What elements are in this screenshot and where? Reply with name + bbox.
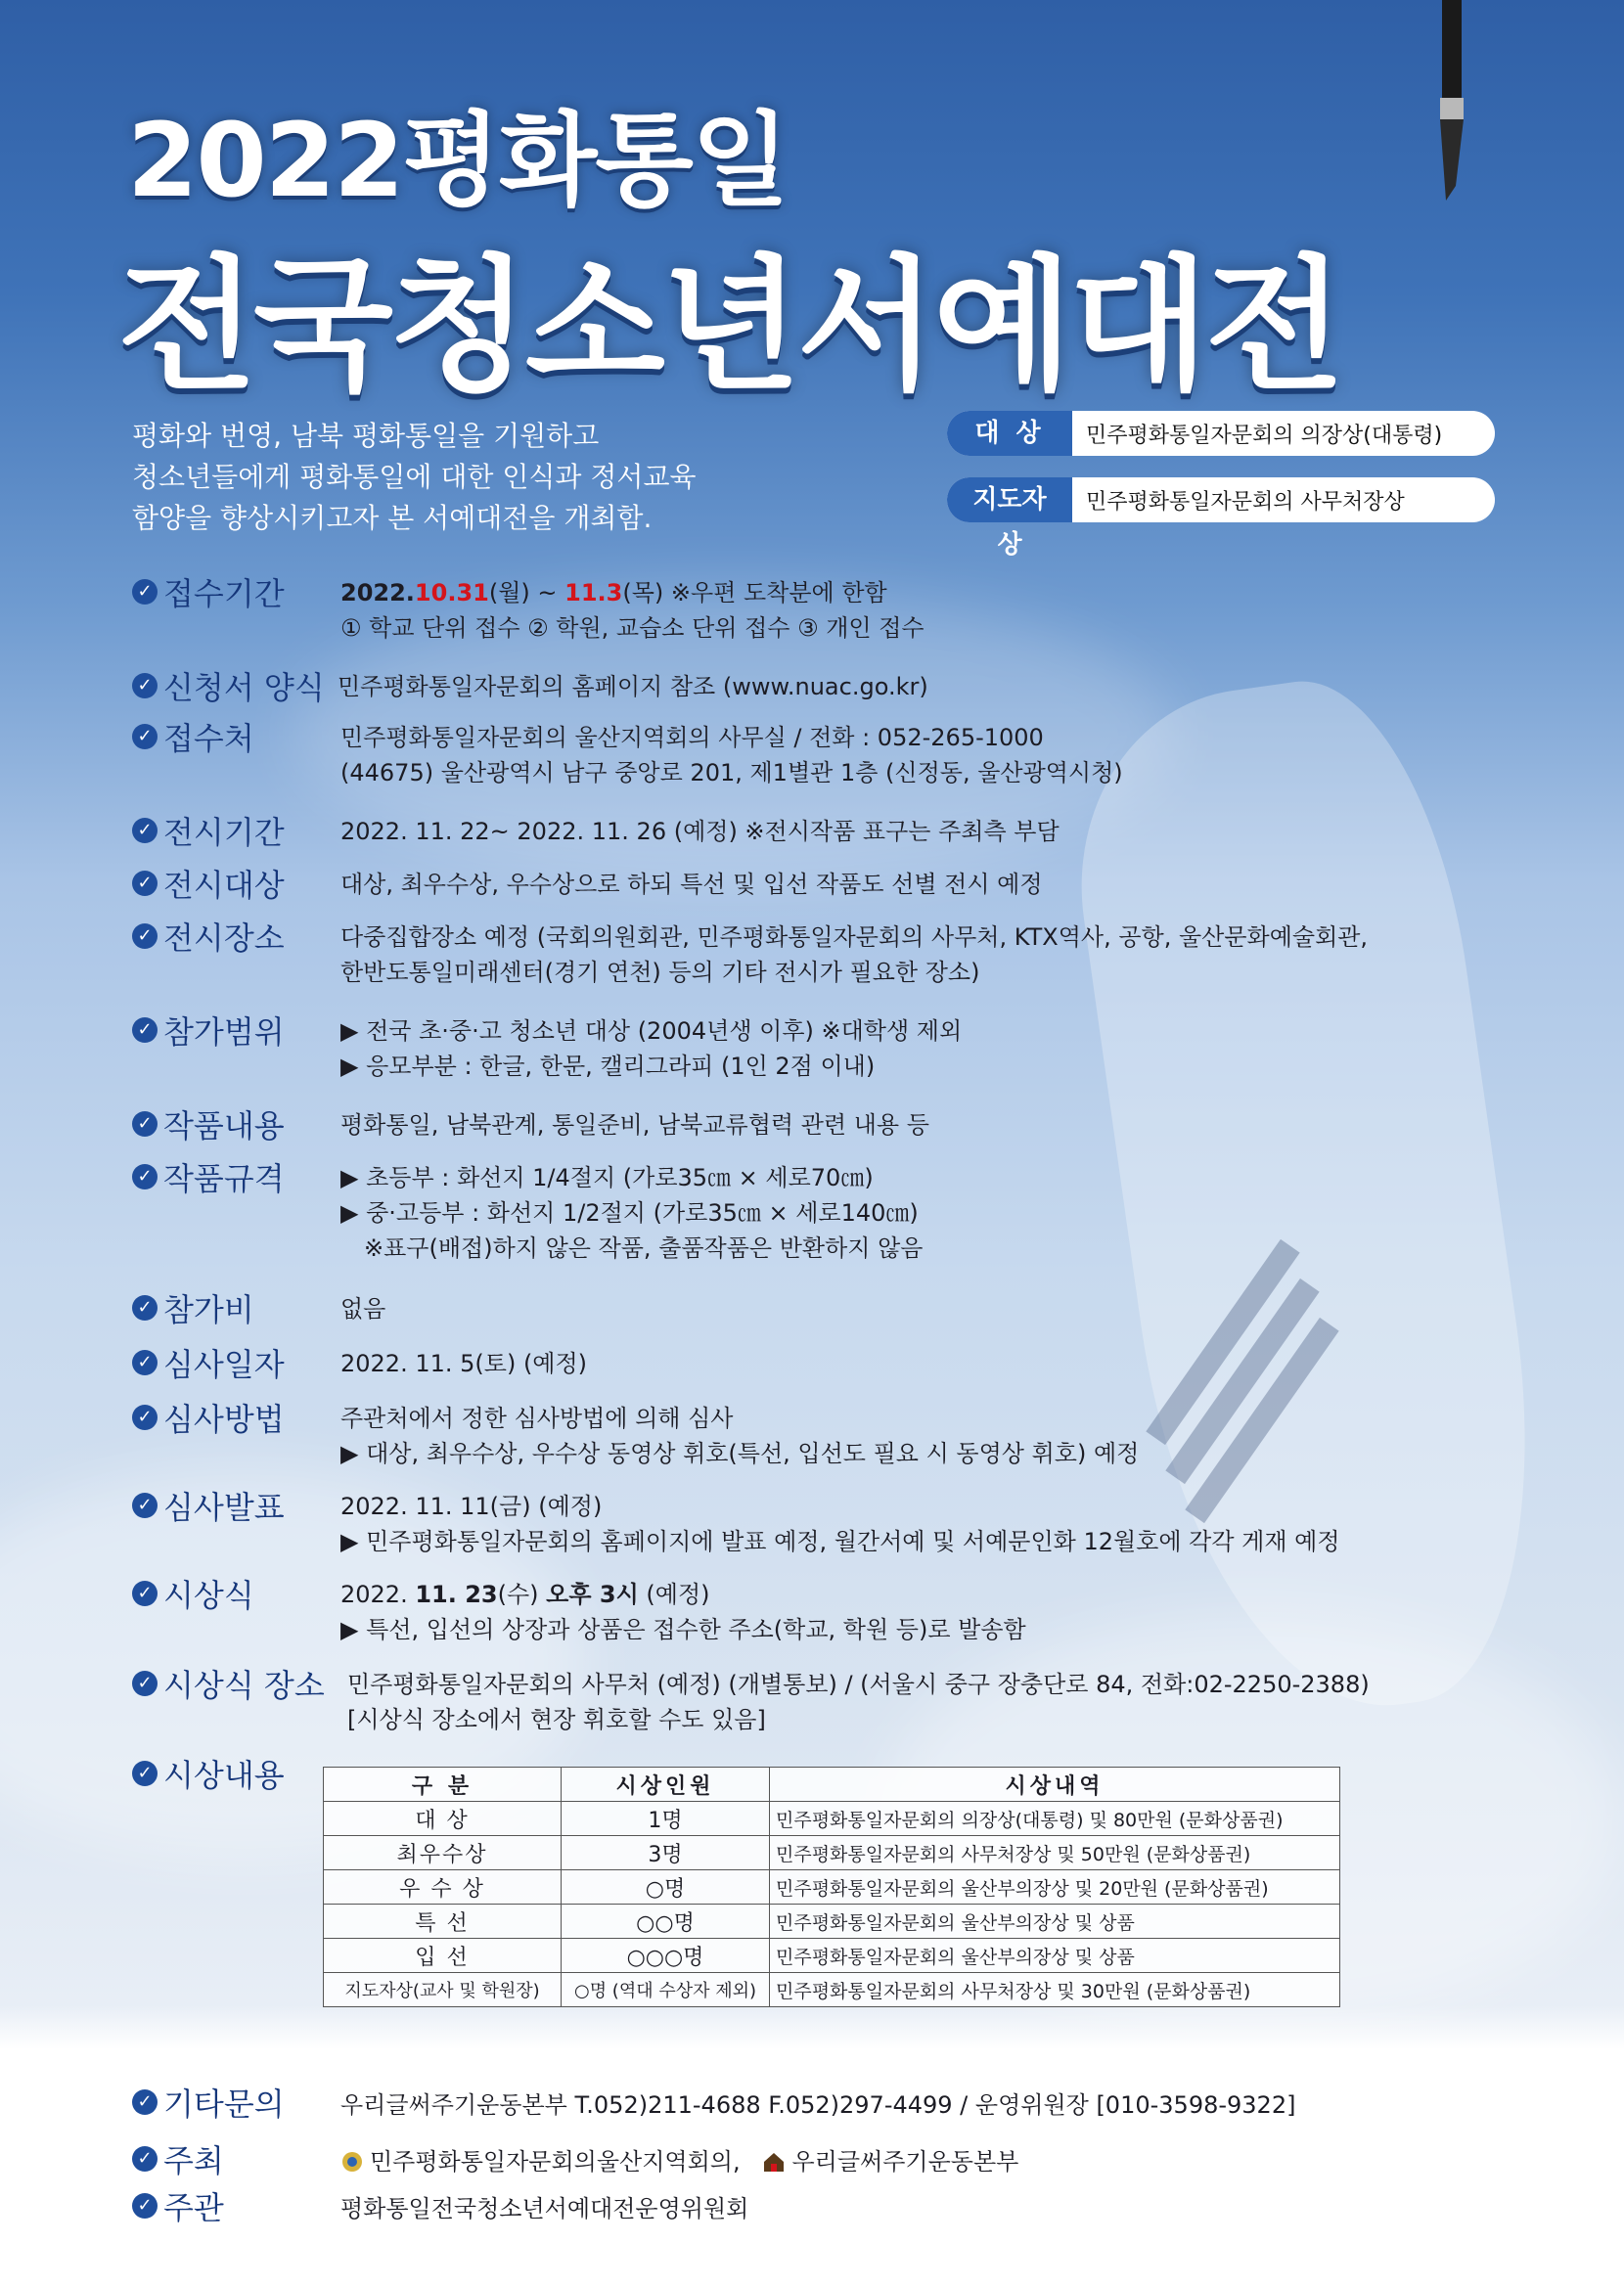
section-line: ▶ 중·고등부 : 화선지 1/2절지 (가로35㎝ × 세로140㎝) bbox=[340, 1199, 919, 1227]
section-line: ※표구(배접)하지 않은 작품, 출품작품은 반환하지 않음 bbox=[364, 1234, 924, 1262]
table-cell: 민주평화통일자문회의 의장상(대통령) 및 80만원 (문화상품권) bbox=[770, 1802, 1340, 1836]
section-label: 전시장소 bbox=[163, 920, 285, 957]
check-circle-icon: ✓ bbox=[132, 1581, 158, 1606]
table-cell: 지도자상(교사 및 학원장) bbox=[324, 1973, 562, 2007]
section-label: 접수처 bbox=[163, 720, 254, 757]
table-cell: 3명 bbox=[562, 1836, 770, 1870]
section-line: 주관처에서 정한 심사방법에 의해 심사 bbox=[340, 1405, 734, 1432]
award-tag: 대 상 bbox=[947, 411, 1072, 456]
section-label: 작품규격 bbox=[163, 1160, 285, 1197]
table-row bbox=[324, 1802, 1340, 1836]
date-suffix: (예정) bbox=[638, 1581, 710, 1608]
check-circle-icon: ✓ bbox=[132, 818, 158, 843]
brush-icon bbox=[1422, 0, 1481, 205]
award-tag: 지도자상 bbox=[947, 477, 1072, 522]
table-row bbox=[324, 1836, 1340, 1870]
section-label: 전시기간 bbox=[163, 814, 285, 851]
check-circle-icon: ✓ bbox=[132, 1164, 158, 1189]
table-row bbox=[324, 1939, 1340, 1973]
host-org-1: 민주평화통일자문회의울산지역회의, bbox=[370, 2148, 741, 2176]
section-label: 시상내용 bbox=[163, 1757, 285, 1794]
section-line: ▶ 초등부 : 화선지 1/4절지 (가로35㎝ × 세로70㎝) bbox=[340, 1164, 874, 1191]
table-cell: 민주평화통일자문회의 울산부의장상 및 상품 bbox=[770, 1905, 1340, 1939]
date-start: 10.31 bbox=[414, 579, 489, 606]
check-circle-icon: ✓ bbox=[132, 1350, 158, 1375]
prize-table bbox=[323, 1767, 1340, 2007]
check-circle-icon: ✓ bbox=[132, 1761, 158, 1786]
section-label: 참가범위 bbox=[163, 1013, 285, 1051]
korea-map-silhouette bbox=[1056, 664, 1566, 1733]
intro-line: 평화와 번영, 남북 평화통일을 기원하고 bbox=[132, 420, 600, 452]
section-line: 평화통일, 남북관계, 통일준비, 남북교류협력 관련 내용 등 bbox=[340, 1111, 929, 1139]
table-cell: ○명 (역대 수상자 제외) bbox=[562, 1973, 770, 2007]
check-circle-icon: ✓ bbox=[132, 673, 158, 698]
table-cell: 대 상 bbox=[324, 1802, 562, 1836]
check-circle-icon: ✓ bbox=[132, 1405, 158, 1430]
date-end: 11.3 bbox=[564, 579, 623, 606]
column-header: 시상인원 bbox=[562, 1768, 770, 1802]
section-label: 심사일자 bbox=[163, 1346, 285, 1383]
section-label: 접수기간 bbox=[163, 575, 285, 612]
table-cell: 1명 bbox=[562, 1802, 770, 1836]
section-line: ▶ 응모부분 : 한글, 한문, 캘리그라피 (1인 2점 이내) bbox=[340, 1053, 876, 1080]
ceremony-datetime bbox=[340, 1577, 1026, 1612]
award-pill-grand bbox=[947, 411, 1495, 456]
section-label: 작품내용 bbox=[163, 1107, 285, 1144]
check-circle-icon: ✓ bbox=[132, 923, 158, 949]
section-line: 다중집합장소 예정 (국회의원회관, 민주평화통일자문회의 사무처, KTX역사, 공항, 울산문화예술회관, bbox=[340, 923, 1369, 951]
section-label: 전시대상 bbox=[163, 867, 285, 904]
section-label: 시상식 bbox=[163, 1577, 254, 1614]
section-line: 대상, 최우수상, 우수상으로 하되 특선 및 입선 작품도 선별 전시 예정 bbox=[340, 871, 1043, 898]
inquiry-value: 우리글써주기운동본부 T.052)211-4688 F.052)297-4499 / 운영위원장 [010-3598-9322] bbox=[340, 2091, 1296, 2119]
section-label: 시상식 장소 bbox=[163, 1667, 325, 1704]
section-line: ① 학교 단위 접수 ② 학원, 교습소 단위 접수 ③ 개인 접수 bbox=[340, 614, 925, 642]
section-line: 2022. 11. 11(금) (예정) bbox=[340, 1493, 603, 1520]
date-mid: (월) ~ bbox=[488, 579, 565, 606]
section-line: [시상식 장소에서 현장 휘호할 수도 있음] bbox=[347, 1706, 766, 1733]
section-label: 주최 bbox=[163, 2142, 224, 2179]
organizer-value: 평화통일전국청소년서예대전운영위원회 bbox=[340, 2195, 749, 2222]
table-cell: 특 선 bbox=[324, 1905, 562, 1939]
table-cell: 민주평화통일자문회의 사무처장상 및 30만원 (문화상품권) bbox=[770, 1973, 1340, 2007]
check-circle-icon: ✓ bbox=[132, 2146, 158, 2172]
column-header: 시상내역 bbox=[770, 1768, 1340, 1802]
check-circle-icon: ✓ bbox=[132, 1671, 158, 1696]
section-line: 2022. 11. 5(토) (예정) bbox=[340, 1350, 588, 1377]
check-circle-icon: ✓ bbox=[132, 2193, 158, 2219]
table-cell: ○명 bbox=[562, 1870, 770, 1905]
check-circle-icon: ✓ bbox=[132, 1493, 158, 1518]
emblem-icon bbox=[340, 2150, 364, 2174]
section-line: 민주평화통일자문회의 홈페이지 참조 (www.nuac.go.kr) bbox=[338, 673, 928, 700]
date-year: 2022. bbox=[340, 1581, 416, 1608]
section-label: 참가비 bbox=[163, 1291, 254, 1328]
award-value: 민주평화통일자문회의 사무처장상 bbox=[1086, 489, 1405, 515]
table-cell: 입 선 bbox=[324, 1939, 562, 1973]
section-line: (44675) 울산광역시 남구 중앙로 201, 제1별관 1층 (신정동, 울산광역시청) bbox=[340, 759, 1123, 786]
ink-house-icon bbox=[762, 2150, 786, 2174]
ceremony-time: 오후 3시 bbox=[546, 1581, 639, 1608]
section-label: 기타문의 bbox=[163, 2086, 285, 2123]
reception-dates bbox=[340, 575, 925, 610]
table-cell: 민주평화통일자문회의 울산부의장상 및 상품 bbox=[770, 1939, 1340, 1973]
section-line: ▶ 대상, 최우수상, 우수상 동영상 휘호(특선, 입선도 필요 시 동영상 휘호) 예정 bbox=[340, 1440, 1140, 1467]
title-main: 전국청소년서예대전 bbox=[117, 242, 1341, 410]
check-circle-icon: ✓ bbox=[132, 724, 158, 749]
check-circle-icon: ✓ bbox=[132, 579, 158, 605]
table-header-row bbox=[324, 1768, 1340, 1802]
section-line: 민주평화통일자문회의 울산지역회의 사무실 / 전화 : 052-265-1000 bbox=[340, 724, 1044, 751]
date-suffix: (목) ※우편 도착분에 한함 bbox=[622, 579, 887, 606]
section-label: 주관 bbox=[163, 2189, 224, 2226]
date-mid: (수) bbox=[497, 1581, 547, 1608]
section-line: 없음 bbox=[340, 1295, 386, 1323]
ceremony-date: 11. 23 bbox=[415, 1581, 498, 1608]
intro-line: 청소년들에게 평화통일에 대한 인식과 정서교육 bbox=[132, 461, 697, 493]
date-year: 2022. bbox=[340, 579, 415, 606]
title-year: 2022평화통일 bbox=[127, 101, 789, 220]
award-value: 민주평화통일자문회의 의장상(대통령) bbox=[1086, 423, 1443, 448]
section-line: ▶ 민주평화통일자문회의 홈페이지에 발표 예정, 월간서예 및 서예문인화 12월호에 각각 게재 예정 bbox=[340, 1528, 1340, 1555]
host-org-2: 우리글써주기운동본부 bbox=[791, 2148, 1019, 2176]
column-header: 구 분 bbox=[324, 1768, 562, 1802]
section-line: 2022. 11. 22~ 2022. 11. 26 (예정) ※전시작품 표구는 주최측 부담 bbox=[340, 818, 1060, 845]
section-label: 심사방법 bbox=[163, 1401, 285, 1438]
table-row bbox=[324, 1870, 1340, 1905]
award-pill-leader bbox=[947, 477, 1495, 560]
section-label: 심사발표 bbox=[163, 1489, 285, 1526]
section-line: ▶ 특선, 입선의 상장과 상품은 접수한 주소(학교, 학원 등)로 발송함 bbox=[340, 1616, 1026, 1643]
intro-line: 함양을 향상시키고자 본 서예대전을 개최함. bbox=[132, 502, 653, 534]
table-cell: 우 수 상 bbox=[324, 1870, 562, 1905]
table-cell: 민주평화통일자문회의 울산부의장상 및 20만원 (문화상품권) bbox=[770, 1870, 1340, 1905]
table-cell: ○○명 bbox=[562, 1905, 770, 1939]
check-circle-icon: ✓ bbox=[132, 1295, 158, 1321]
table-cell: 최우수상 bbox=[324, 1836, 562, 1870]
section-line: ▶ 전국 초·중·고 청소년 대상 (2004년생 이후) ※대학생 제외 bbox=[340, 1017, 963, 1045]
table-row bbox=[324, 1905, 1340, 1939]
table-row bbox=[324, 1973, 1340, 2007]
section-line: 한반도통일미래센터(경기 연천) 등의 기타 전시가 필요한 장소) bbox=[340, 959, 980, 986]
table-cell: ○○○명 bbox=[562, 1939, 770, 1973]
check-circle-icon: ✓ bbox=[132, 1111, 158, 1137]
section-line: 민주평화통일자문회의 사무처 (예정) (개별통보) / (서울시 중구 장충단로 84, 전화:02-2250-2388) bbox=[347, 1671, 1370, 1698]
check-circle-icon: ✓ bbox=[132, 1017, 158, 1043]
check-circle-icon: ✓ bbox=[132, 2089, 158, 2115]
intro-text bbox=[132, 416, 739, 539]
check-circle-icon: ✓ bbox=[132, 871, 158, 896]
section-label: 신청서 양식 bbox=[163, 669, 325, 706]
table-cell: 민주평화통일자문회의 사무처장상 및 50만원 (문화상품권) bbox=[770, 1836, 1340, 1870]
